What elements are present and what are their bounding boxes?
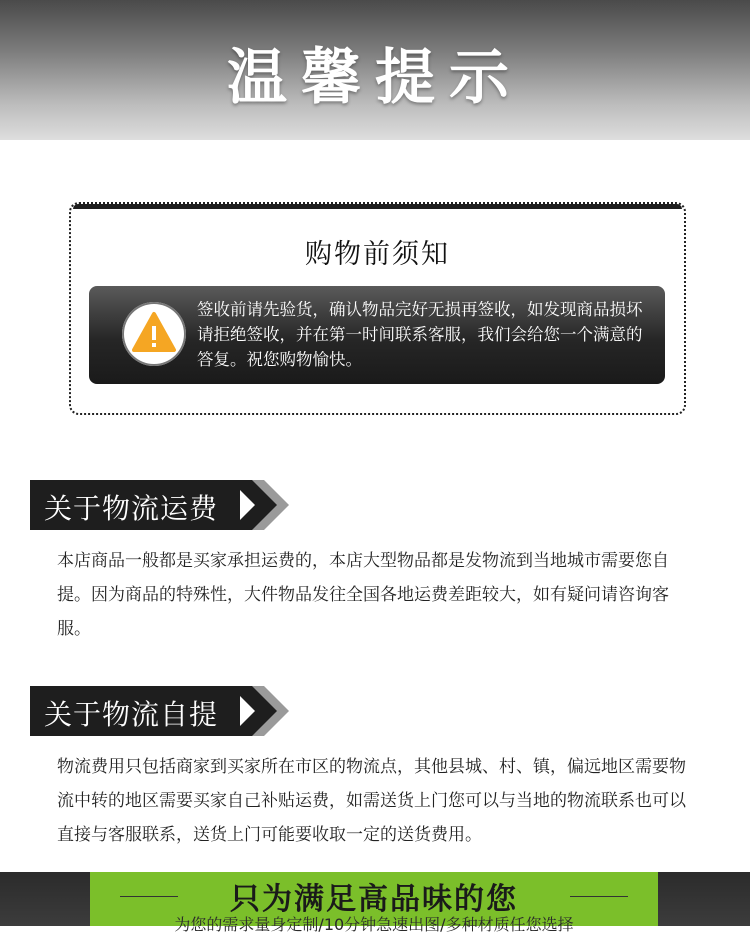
section-title: 关于物流运费: [44, 492, 219, 525]
notice-text: 签收前请先验货，确认物品完好无损再签收，如发现商品损坏请拒绝签收，并在第一时间联系客服，我们会给您一个满意的答复。祝您购物愉快。: [197, 300, 643, 369]
notice-card: [69, 202, 686, 415]
footer-promo: [90, 872, 658, 934]
warning-icon: [122, 302, 186, 366]
footer-subtitle: 为您的需求量身定制/10分钟急速出图/多种材质任您选择: [174, 915, 574, 934]
header-banner: [0, 0, 750, 140]
double-chevron-icon: [230, 480, 290, 530]
footer-banner: [0, 872, 750, 934]
page-title: 温馨提示: [227, 43, 523, 113]
double-chevron-icon: [230, 686, 290, 736]
section-body: 本店商品一般都是买家承担运费的，本店大型物品都是发物流到当地城市需要您自提。因为商品的特殊性，大件物品发往全国各地运费差距较大，如有疑问请咨询客服。: [57, 551, 669, 639]
section-header-shipping: [30, 480, 285, 530]
notice-message-box: [89, 286, 665, 384]
section-header-pickup: [30, 686, 285, 736]
section-title: 关于物流自提: [44, 698, 219, 731]
notice-title: 购物前须知: [305, 239, 450, 270]
section-body: 物流费用只包括商家到买家所在市区的物流点，其他县城、村、镇，偏远地区需要物流中转的地区需要买家自己补贴运费，如需送货上门您可以与当地的物流联系也可以直接与客服联系，送货上门可能要收取一定的送货费用。: [57, 757, 686, 845]
footer-title: 只为满足高品味的您: [230, 882, 518, 917]
